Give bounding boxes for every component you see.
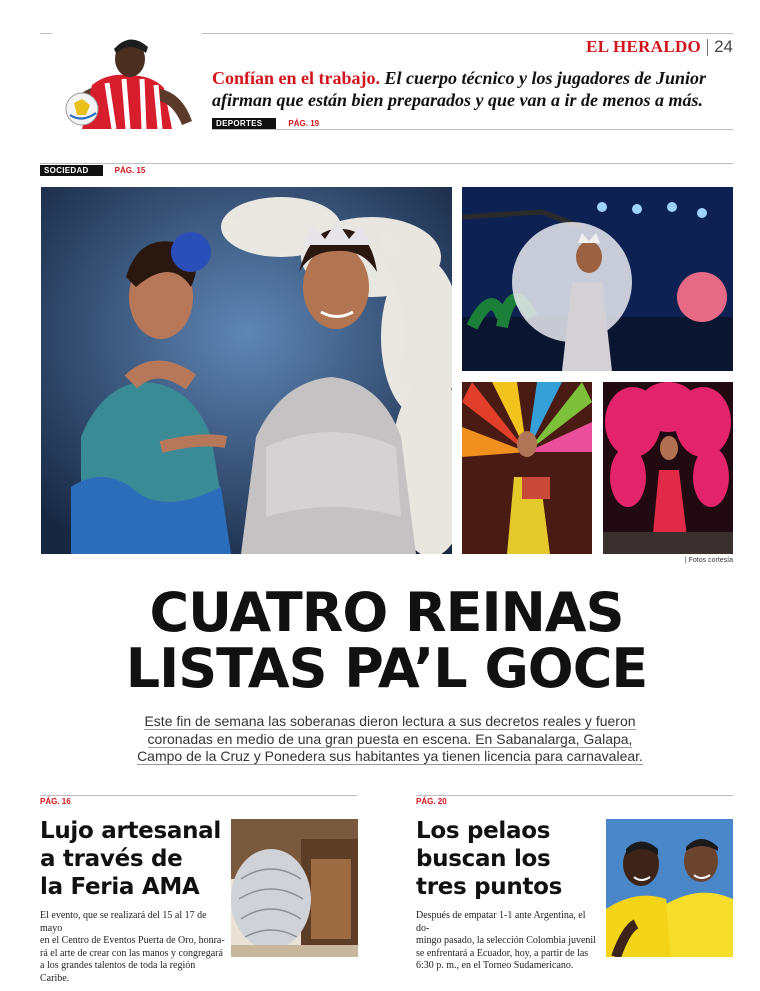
title-line: buscan los — [416, 846, 551, 872]
player-illustration — [52, 33, 202, 129]
teaser-text[interactable] — [212, 67, 732, 111]
body-line: El evento, que se realizará del 15 al 17 de mayo — [40, 910, 207, 934]
main-headline[interactable] — [40, 581, 733, 700]
teaser-section-tag — [212, 118, 319, 129]
photo-artisan-bag[interactable] — [231, 819, 358, 957]
deck-line-2: coronadas en medio de una gran puesta en escena. En Sabanalarga, Galapa, — [147, 730, 633, 747]
title-line: Lujo artesanal — [40, 818, 221, 844]
body-line: se enfrentará a Ecuador, hoy, a partir de las — [416, 947, 589, 959]
left-story-page-ref[interactable]: PÁG. 16 — [40, 797, 71, 806]
brand-name: EL HERALDO — [586, 37, 702, 56]
body-line: mingo pasado, la selección Colombia juvenil — [416, 935, 596, 946]
page-reference[interactable]: PÁG. 15 — [114, 166, 146, 175]
headline-line-1: CUATRO REINAS — [149, 581, 624, 644]
deck-line-1: Este fin de semana las soberanas dieron lectura a sus decretos reales y fueron — [144, 713, 636, 729]
title-line: Los pelaos — [416, 818, 551, 844]
brand-separator — [707, 39, 708, 56]
teaser-bottom-rule — [212, 129, 733, 130]
body-line: Después de empatar 1-1 ante Argentina, el do- — [416, 910, 586, 934]
title-line: tres puntos — [416, 874, 563, 900]
right-story-body — [416, 910, 601, 973]
left-story-body — [40, 910, 225, 985]
right-story-title[interactable] — [416, 817, 601, 901]
section-label: DEPORTES — [212, 118, 276, 129]
body-line: a los grandes talentos de toda la región Caribe. — [40, 960, 196, 984]
teaser-body: El cuerpo técnico y los jugadores de Junior afirman que están bien preparados y que van a ir de menos a más. — [212, 68, 707, 110]
photo-credit: | Fotos cortesía — [684, 557, 733, 564]
yellow-queen-illustration — [462, 382, 592, 554]
colombia-players-illustration — [606, 819, 733, 957]
body-line: rá el arte de crear con las manos y congregará — [40, 947, 223, 959]
title-line: la Feria AMA — [40, 874, 200, 900]
photo-queen-on-stage[interactable] — [462, 187, 733, 371]
page-number: 24 — [714, 37, 733, 56]
page-reference[interactable]: PÁG. 19 — [288, 119, 320, 128]
section-label: SOCIEDAD — [40, 165, 103, 176]
body-line: en el Centro de Eventos Puerta de Oro, honra- — [40, 935, 225, 946]
headline-line-2: LISTAS PA’L GOCE — [125, 637, 648, 700]
left-story-title[interactable] — [40, 817, 225, 901]
section-rule — [40, 163, 733, 164]
right-story-page-ref[interactable]: PÁG. 20 — [416, 797, 447, 806]
main-section-tag — [40, 165, 145, 176]
main-deck — [120, 713, 660, 766]
photo-two-queens[interactable] — [41, 187, 452, 554]
teaser-lead: Confían en el trabajo. — [212, 68, 380, 88]
title-line: a través de — [40, 846, 183, 872]
left-story-rule — [40, 795, 357, 796]
right-story-rule — [416, 795, 733, 796]
teaser-photo-soccer-player[interactable] — [52, 33, 202, 129]
photo-queen-yellow-dress[interactable] — [462, 382, 592, 554]
artisan-bag-illustration — [231, 819, 358, 957]
photo-queen-pink-feathers[interactable] — [603, 382, 733, 554]
masthead — [586, 37, 733, 57]
pink-queen-illustration — [603, 382, 733, 554]
photo-colombia-players[interactable] — [606, 819, 733, 957]
two-queens-illustration — [41, 187, 452, 554]
stage-queen-illustration — [462, 187, 733, 371]
deck-line-3: Campo de la Cruz y Ponedera sus habitantes ya tienen licencia para carnavalear. — [137, 748, 643, 764]
body-line: 6:30 p. m., en el Torneo Sudamericano. — [416, 960, 574, 971]
